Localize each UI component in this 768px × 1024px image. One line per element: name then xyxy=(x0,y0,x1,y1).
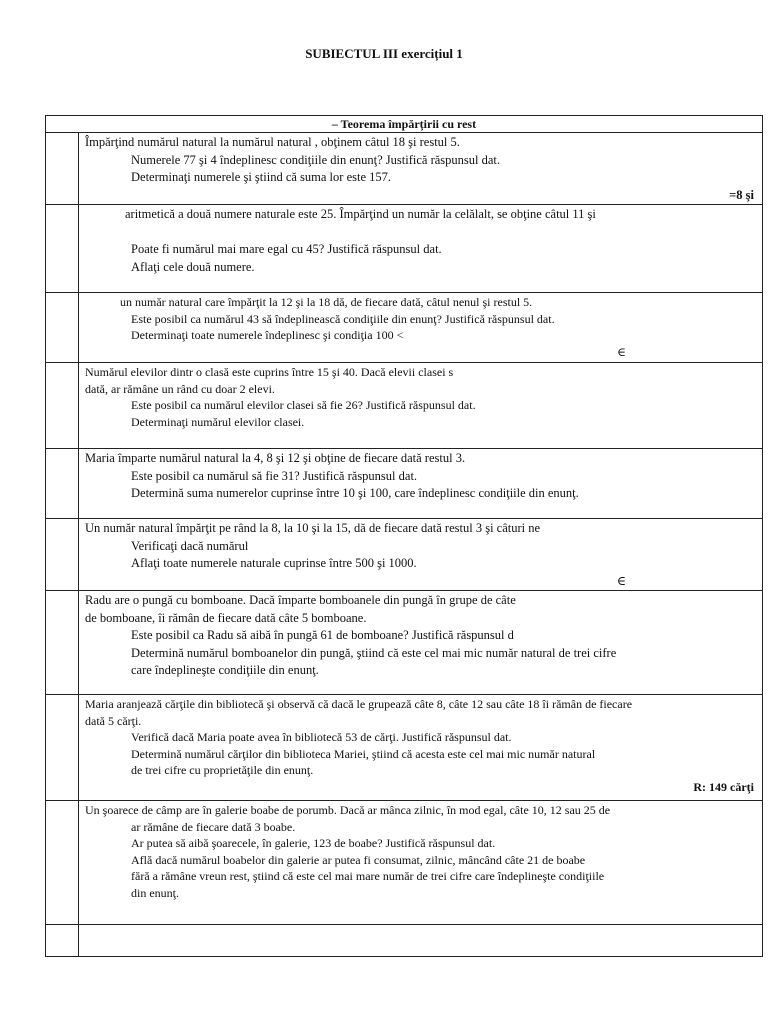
exercise-statement: un număr natural care împărţit la 12 şi la 18 dă, de fiecare dată, câtul nenul şi restul 5. xyxy=(120,295,533,309)
exercise-question: Este posibil ca Radu să aibă în pungă 61 de bomboane? Justifică răspunsul d xyxy=(131,628,514,642)
table-row xyxy=(46,363,763,449)
table-header: – Teorema împărțirii cu rest xyxy=(46,116,763,133)
row-text-cell xyxy=(79,133,763,205)
exercise-statement: Maria împarte numărul natural la 4, 8 şi 12 şi obţine de fiecare dată restul 3. xyxy=(85,451,466,465)
row-number-cell xyxy=(46,519,79,591)
table-row xyxy=(46,591,763,695)
exercise-answer: R: 149 cărţi xyxy=(693,779,754,794)
exercise-statement: ar rămâne de fiecare dată 3 boabe. xyxy=(131,819,296,834)
exercise-question: Determină suma numerelor cuprinse între 10 şi 100, care îndeplinesc condiţiile din enunţ. xyxy=(131,486,579,500)
exercise-question: de trei cifre cu proprietăţile din enunţ. xyxy=(131,763,314,777)
exercise-question: care îndeplineşte condiţiile din enunţ. xyxy=(131,663,319,677)
exercise-table xyxy=(45,115,763,957)
row-number-cell xyxy=(46,695,79,801)
exercise-question: Ar putea să aibă şoarecele, în galerie, 123 de boabe? Justifică răspunsul dat. xyxy=(131,836,496,850)
exercise-question: Determină numărul cărţilor din biblioteca Mariei, ştiind că acesta este cel mai mic număr natural xyxy=(131,746,596,761)
table-row xyxy=(46,695,763,801)
exercise-statement: Numărul elevilor dintr o clasă este cuprins între 15 şi 40. Dacă elevii clasei s xyxy=(85,365,454,379)
row-text-cell xyxy=(79,801,763,925)
row-text-cell xyxy=(79,519,763,591)
row-text-cell xyxy=(79,695,763,801)
exercise-statement: dată 5 cărţi. xyxy=(85,713,142,728)
row-text-cell xyxy=(79,205,763,293)
row-number-cell xyxy=(46,363,79,449)
exercise-question: Numerele 77 şi 4 îndeplinesc condiţiile din enunţ? Justifică răspunsul dat. xyxy=(131,152,501,167)
exercise-statement: de bomboane, îi rămân de fiecare dată câte 5 bomboane. xyxy=(85,610,367,625)
table-row xyxy=(46,449,763,519)
exercise-question: Verifică dacă Maria poate avea în bibliotecă 53 de cărţi. Justifică răspunsul dat. xyxy=(131,730,512,744)
exercise-question: fără a rămâne vreun rest, ştiind că este cel mai mare număr de trei cifre care îndeplineşte condiţiile xyxy=(131,869,605,883)
table-row xyxy=(46,205,763,293)
page-title: SUBIECTUL III exercițiul 1 xyxy=(305,46,463,61)
exercise-question: Este posibil ca numărul să fie 31? Justifică răspunsul dat. xyxy=(131,468,418,483)
table-row xyxy=(46,133,763,205)
row-text-cell xyxy=(79,293,763,363)
exercise-question: Află dacă numărul boabelor din galerie ar putea fi consumat, zilnic, mâncând câte 21 de boabe xyxy=(131,852,586,867)
table-row xyxy=(46,925,763,957)
exercise-statement: dată, ar rămâne un rând cu doar 2 elevi. xyxy=(85,381,275,396)
exercise-question: Este posibil ca numărul 43 să îndeplinească condiţiile din enunţ? Justifică răspunsul dat. xyxy=(131,311,555,326)
row-number-cell xyxy=(46,801,79,925)
exercise-question: din enunţ. xyxy=(131,885,179,900)
exercise-statement: Maria aranjează cărţile din bibliotecă şi observă că dacă le grupează câte 8, câte 12 sau câte 18 îi rămân de fiecare xyxy=(85,697,633,711)
exercise-question: Aflaţi cele două numere. xyxy=(131,259,255,274)
exercise-question: Poate fi numărul mai mare egal cu 45? Justifică răspunsul dat. xyxy=(131,242,442,256)
exercise-statement: Un şoarece de câmp are în galerie boabe de porumb. Dacă ar mânca zilnic, în mod egal, câte 10, 12 sau 25 de xyxy=(85,803,611,817)
exercise-question: Este posibil ca numărul elevilor clasei să fie 26? Justifică răspunsul dat. xyxy=(131,398,476,412)
row-number-cell xyxy=(46,925,79,957)
row-number-cell xyxy=(46,449,79,519)
exercise-question: Determinaţi numărul elevilor clasei. xyxy=(131,414,305,429)
exercise-question: Verificaţi dacă numărul xyxy=(131,538,249,553)
element-of-symbol: ∈ xyxy=(616,573,626,588)
row-text-cell xyxy=(79,925,763,957)
row-number-cell xyxy=(46,293,79,363)
element-of-symbol: ∈ xyxy=(617,344,626,359)
row-text-cell xyxy=(79,363,763,449)
blank-line xyxy=(85,224,756,242)
exercise-question: Determinaţi numerele şi ştiind că suma lor este 157. xyxy=(131,170,391,184)
exercise-statement: Un număr natural împărţit pe rând la 8, la 10 şi la 15, dă de fiecare dată restul 3 şi câturi ne xyxy=(85,521,541,535)
exercise-question: Determinaţi toate numerele îndeplinesc şi condiţia 100 < xyxy=(131,328,404,342)
exercise-statement: aritmetică a două numere naturale este 25. Împărţind un număr la celălalt, se obţine câtul 11 şi xyxy=(125,207,596,221)
row-text-cell xyxy=(79,449,763,519)
table-row xyxy=(46,519,763,591)
exercise-statement: Radu are o pungă cu bomboane. Dacă împarte bomboanele din pungă în grupe de câte xyxy=(85,593,516,607)
row-number-cell xyxy=(46,205,79,293)
exercise-question: Aflaţi toate numerele naturale cuprinse între 500 şi 1000. xyxy=(131,556,417,570)
row-number-cell xyxy=(46,133,79,205)
table-header-row xyxy=(46,116,763,133)
exercise-statement: Împărţind numărul natural la numărul natural , obţinem câtul 18 şi restul 5. xyxy=(85,135,460,149)
row-number-cell xyxy=(46,591,79,695)
table-row xyxy=(46,293,763,363)
row-text-cell xyxy=(79,591,763,695)
exercise-question: Determină numărul bomboanelor din pungă, ştiind că este cel mai mic număr natural de trei cifre xyxy=(131,645,617,660)
exercise-answer: =8 şi xyxy=(729,187,754,202)
table-row xyxy=(46,801,763,925)
